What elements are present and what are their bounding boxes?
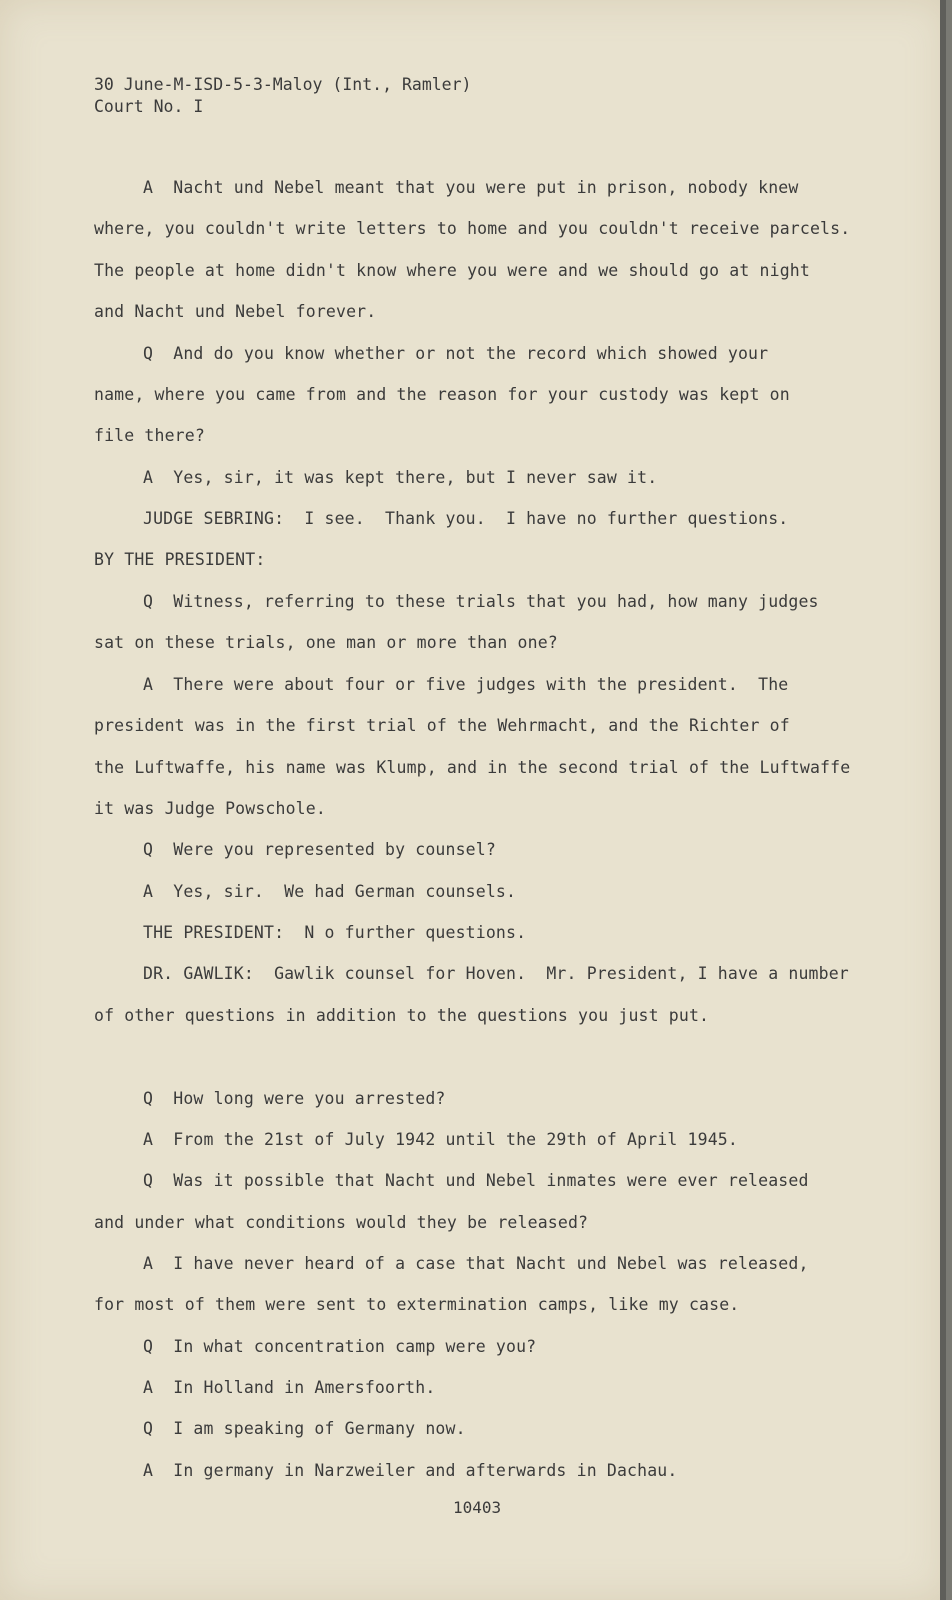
transcript-line: BY THE PRESIDENT: [94, 550, 266, 569]
transcript-line: Q Witness, referring to these trials that you had, how many judges [143, 592, 819, 611]
transcript-line: A Yes, sir, it was kept there, but I never saw it. [143, 468, 658, 487]
transcript-line: name, where you came from and the reason for your custody was kept on [94, 385, 790, 404]
transcript-line: for most of them were sent to extermination camps, like my case. [94, 1295, 740, 1314]
header-session-line: 30 June-M-ISD-5-3-Maloy (Int., Ramler) [94, 75, 472, 94]
transcript-line: and under what conditions would they be released? [94, 1213, 589, 1232]
transcript-line: A In Holland in Amersfoorth. [143, 1378, 436, 1397]
transcript-line: THE PRESIDENT: N o further questions. [143, 923, 527, 942]
transcript-line: it was Judge Powschole. [94, 799, 326, 818]
transcript-line: the Luftwaffe, his name was Klump, and in the second trial of the Luftwaffe [94, 758, 851, 777]
transcript-line: of other questions in addition to the questions you just put. [94, 1006, 710, 1025]
transcript-line: The people at home didn't know where you were and we should go at night [94, 261, 810, 280]
transcript-line: A Yes, sir. We had German counsels. [143, 882, 517, 901]
transcript-line: president was in the first trial of the Wehrmacht, and the Richter of [94, 716, 790, 735]
transcript-line: A There were about four or five judges with the president. The [143, 675, 789, 694]
page-number: 10403 [453, 1498, 502, 1517]
transcript-line: A Nacht und Nebel meant that you were put in prison, nobody knew [143, 178, 799, 197]
transcript-line: Q Were you represented by counsel? [143, 840, 496, 859]
transcript-line: Q How long were you arrested? [143, 1089, 446, 1108]
transcript-line: A In germany in Narzweiler and afterwards in Dachau. [143, 1461, 678, 1480]
transcript-line: A I have never heard of a case that Nacht und Nebel was released, [143, 1254, 809, 1273]
transcript-line: Q Was it possible that Nacht und Nebel inmates were ever released [143, 1171, 809, 1190]
transcript-line: Q And do you know whether or not the record which showed your [143, 344, 769, 363]
transcript-line: Q I am speaking of Germany now. [143, 1419, 466, 1438]
transcript-line: JUDGE SEBRING: I see. Thank you. I have no further questions. [143, 509, 789, 528]
transcript-line: Q In what concentration camp were you? [143, 1337, 537, 1356]
transcript-line: A From the 21st of July 1942 until the 29th of April 1945. [143, 1130, 738, 1149]
header-court-line: Court No. I [94, 97, 204, 116]
transcript-line: where, you couldn't write letters to home and you couldn't receive parcels. [94, 219, 851, 238]
transcript-line: sat on these trials, one man or more than one? [94, 633, 558, 652]
transcript-line: and Nacht und Nebel forever. [94, 302, 377, 321]
transcript-line: DR. GAWLIK: Gawlik counsel for Hoven. Mr. President, I have a number [143, 964, 849, 983]
transcript-line: file there? [94, 426, 205, 445]
